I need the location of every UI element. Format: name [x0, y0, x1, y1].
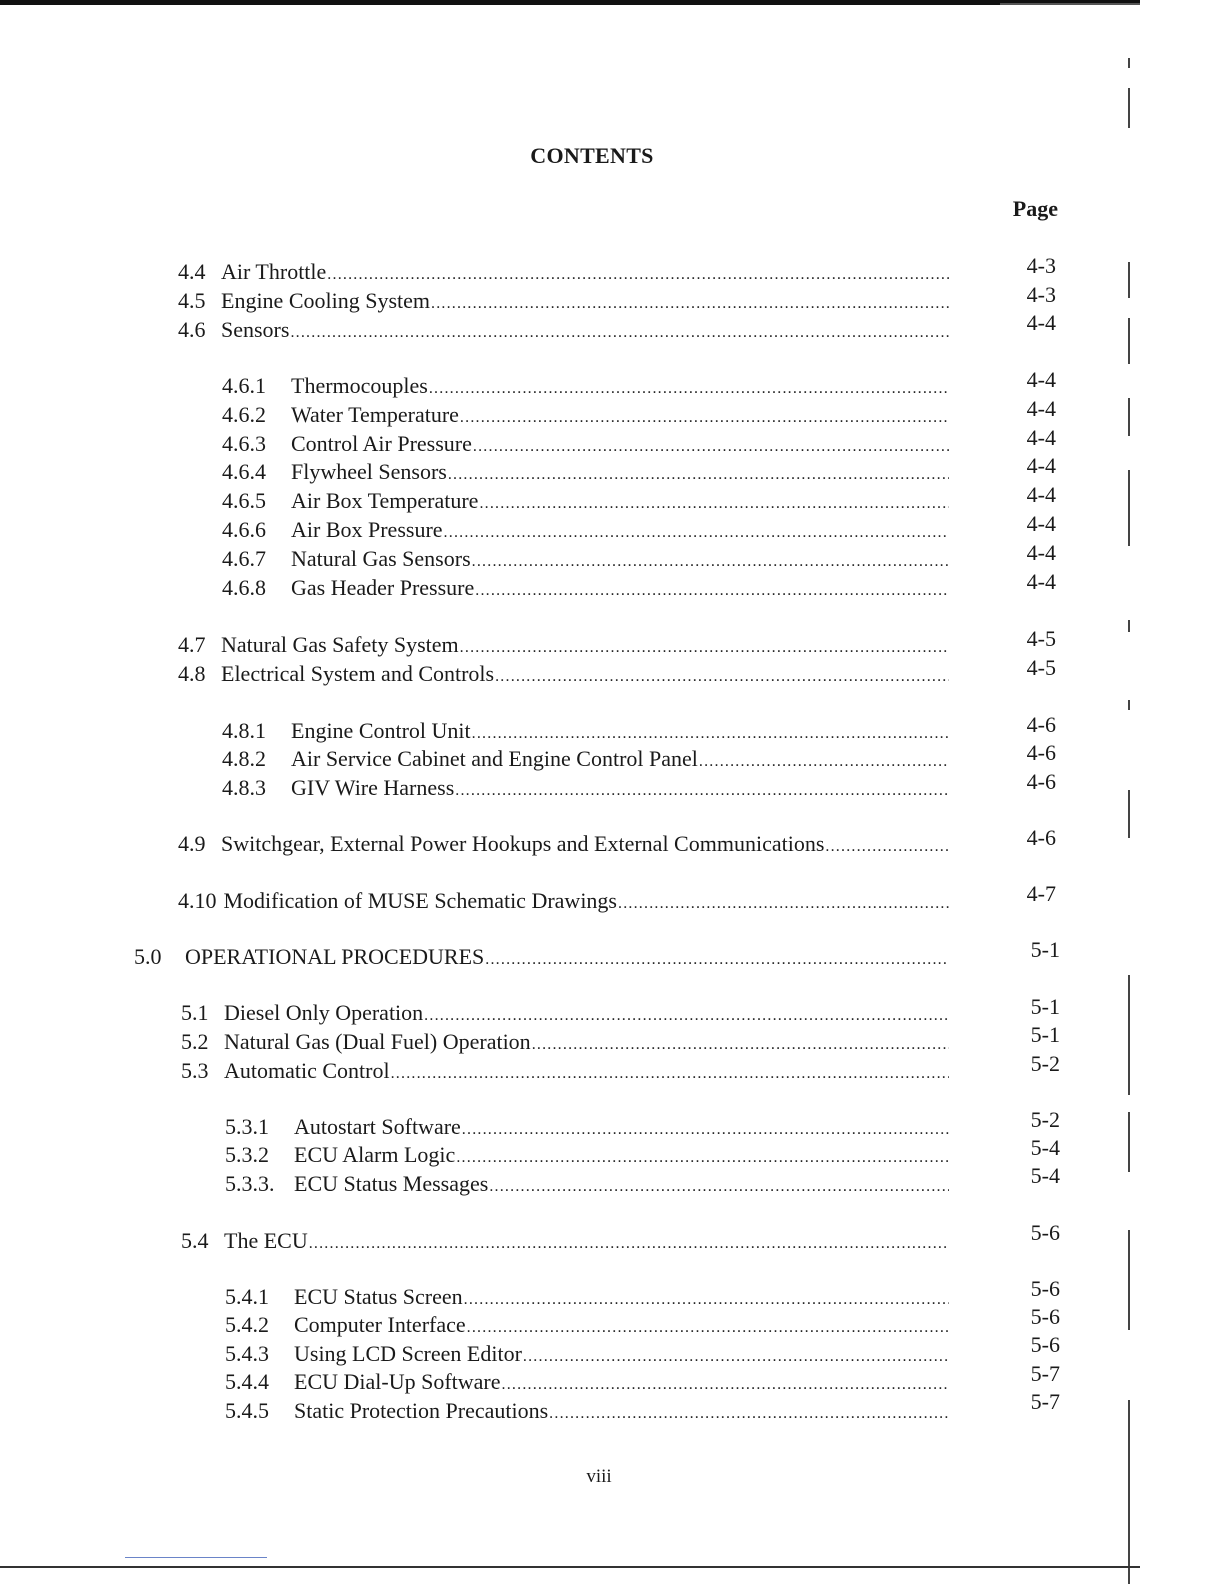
toc-entry	[222, 458, 949, 486]
toc-page-number: 4-4	[1026, 425, 1056, 450]
top-scan-border	[0, 0, 1140, 5]
toc-page-number: 4-6	[1026, 825, 1056, 850]
toc-page-number: 4-4	[1026, 482, 1056, 507]
toc-entry	[178, 287, 949, 315]
toc-entry	[181, 1028, 949, 1056]
toc-section-title: Engine Control Unit	[291, 718, 471, 743]
toc-entry	[178, 660, 949, 688]
toc-section-title: Air Box Pressure	[291, 517, 443, 542]
dot-leader	[462, 1116, 949, 1144]
toc-entry	[225, 1368, 949, 1396]
toc-page-number: 4-4	[1026, 511, 1056, 536]
toc-entry	[225, 1113, 949, 1141]
dot-leader	[475, 577, 949, 605]
toc-page-number: 4-4	[1026, 396, 1056, 421]
toc-entry	[222, 545, 949, 573]
toc-section-title: GIV Wire Harness	[291, 775, 455, 800]
dot-leader	[473, 433, 949, 461]
toc-section-title: Air Service Cabinet and Engine Control Panel	[291, 746, 698, 771]
toc-section-title: The ECU	[224, 1228, 308, 1253]
toc-entry	[225, 1141, 949, 1169]
dot-leader	[460, 634, 949, 662]
top-scan-border-fade	[1000, 3, 1140, 5]
toc-section-title: Automatic Control	[224, 1058, 390, 1083]
toc-section-number: 4.7	[178, 632, 206, 657]
dot-leader	[448, 461, 949, 489]
dot-leader	[699, 748, 949, 776]
toc-section-number: 5.4.4	[225, 1369, 269, 1394]
toc-page-number: 5-7	[1030, 1361, 1060, 1386]
dot-leader	[309, 1230, 949, 1258]
toc-section-number: 4.8.1	[222, 718, 266, 743]
toc-page-number: 5-4	[1030, 1163, 1060, 1188]
toc-section-title: Natural Gas Safety System	[221, 632, 459, 657]
toc-section-title: Static Protection Precautions	[294, 1398, 549, 1423]
toc-section-title: OPERATIONAL PROCEDURES	[185, 944, 485, 969]
toc-entry	[225, 1340, 949, 1368]
toc-section-title: Engine Cooling System	[221, 288, 430, 313]
toc-section-number: 4.4	[178, 259, 206, 284]
toc-section-number: 4.8	[178, 661, 206, 686]
toc-page-number: 4-4	[1026, 569, 1056, 594]
toc-section-number: 5.2	[181, 1029, 209, 1054]
toc-entry	[222, 430, 949, 458]
toc-section-number: 5.3.3.	[225, 1171, 275, 1196]
dot-leader	[460, 404, 949, 432]
toc-section-number: 4.9	[178, 831, 206, 856]
toc-section-title: ECU Alarm Logic	[294, 1142, 456, 1167]
dot-leader	[472, 548, 949, 576]
toc-section-number: 4.6.6	[222, 517, 266, 542]
bottom-scan-border	[0, 1566, 1140, 1568]
toc-section-number: 4.10	[178, 888, 217, 913]
dot-leader	[290, 319, 949, 347]
toc-page-number: 5-6	[1030, 1332, 1060, 1357]
dot-leader	[429, 375, 949, 403]
toc-section-number: 4.5	[178, 288, 206, 313]
toc-section-number: 5.4.1	[225, 1284, 269, 1309]
toc-section-number: 4.8.3	[222, 775, 266, 800]
page-column-label: Page	[1012, 196, 1058, 221]
toc-section-title: Air Box Temperature	[291, 488, 479, 513]
toc-entry	[178, 258, 949, 286]
bottom-scan-mark	[125, 1557, 267, 1558]
toc-section-number: 5.1	[181, 1000, 209, 1025]
toc-entry	[181, 999, 949, 1027]
toc-section-title: Computer Interface	[294, 1312, 466, 1337]
toc-section-title: Control Air Pressure	[291, 431, 472, 456]
toc-page-number: 4-6	[1026, 740, 1056, 765]
toc-page-number: 4-7	[1026, 881, 1056, 906]
toc-section-title: Autostart Software	[294, 1114, 461, 1139]
toc-page-number: 4-3	[1026, 282, 1056, 307]
toc-section-number: 5.0	[134, 944, 162, 969]
toc-page-number: 4-6	[1026, 769, 1056, 794]
toc-entry	[222, 401, 949, 429]
toc-section-title: Switchgear, External Power Hookups and External Communications	[221, 831, 825, 856]
page-title: CONTENTS	[530, 143, 654, 168]
dot-leader	[391, 1060, 949, 1088]
dot-leader	[467, 1314, 949, 1342]
dot-leader	[825, 833, 949, 861]
toc-section-number: 4.6.3	[222, 431, 266, 456]
toc-entry	[222, 774, 949, 802]
toc-section-title: Gas Header Pressure	[291, 575, 475, 600]
toc-section-title: Modification of MUSE Schematic Drawings	[223, 888, 617, 913]
dot-leader	[456, 1144, 949, 1172]
toc-section-number: 4.6.4	[222, 459, 266, 484]
toc-entry	[222, 745, 949, 773]
dot-leader	[464, 1286, 949, 1314]
dot-leader	[523, 1343, 949, 1371]
toc-page-number: 5-2	[1030, 1107, 1060, 1132]
toc-entry	[225, 1397, 949, 1425]
toc-page-number: 5-1	[1030, 937, 1060, 962]
toc-section-title: Using LCD Screen Editor	[294, 1341, 522, 1366]
toc-entry	[222, 574, 949, 602]
dot-leader	[489, 1173, 949, 1201]
dot-leader	[455, 777, 949, 805]
toc-section-title: ECU Dial-Up Software	[294, 1369, 501, 1394]
toc-page-number: 4-4	[1026, 453, 1056, 478]
toc-entry	[178, 887, 949, 915]
toc-entry	[181, 1227, 949, 1255]
toc-section-number: 5.4.2	[225, 1312, 269, 1337]
toc-entry	[222, 717, 949, 745]
toc-page-number: 4-3	[1026, 253, 1056, 278]
dot-leader	[495, 663, 949, 691]
page-number: viii	[586, 1466, 612, 1487]
toc-section-number: 5.4.3	[225, 1341, 269, 1366]
dot-leader	[327, 261, 949, 289]
toc-page-number: 4-5	[1026, 655, 1056, 680]
toc-section-number: 5.3	[181, 1058, 209, 1083]
toc-section-number: 4.6.5	[222, 488, 266, 513]
toc-section-number: 5.4	[181, 1228, 209, 1253]
toc-section-number: 5.4.5	[225, 1398, 269, 1423]
toc-section-number: 4.6.8	[222, 575, 266, 600]
toc-entry	[178, 316, 949, 344]
toc-section-title: Flywheel Sensors	[291, 459, 447, 484]
toc-section-number: 4.6.2	[222, 402, 266, 427]
dot-leader	[502, 1371, 949, 1399]
toc-page-number: 4-4	[1026, 310, 1056, 335]
toc-entry	[222, 372, 949, 400]
toc-section-number: 4.8.2	[222, 746, 266, 771]
right-scan-edge	[1128, 0, 1131, 1584]
toc-section-title: Natural Gas (Dual Fuel) Operation	[224, 1029, 531, 1054]
toc-section-title: ECU Status Screen	[294, 1284, 463, 1309]
toc-page-number: 5-1	[1030, 1022, 1060, 1047]
toc-page-number: 4-4	[1026, 367, 1056, 392]
toc-section-title: Thermocouples	[291, 373, 428, 398]
toc-page-number: 5-1	[1030, 994, 1060, 1019]
toc-entry	[225, 1311, 949, 1339]
toc-entry	[134, 943, 949, 971]
toc-section-title: Electrical System and Controls	[221, 661, 495, 686]
toc-page-number: 5-6	[1030, 1276, 1060, 1301]
toc-section-number: 5.3.2	[225, 1142, 269, 1167]
dot-leader	[618, 890, 949, 918]
toc-page-number: 5-6	[1030, 1304, 1060, 1329]
toc-entry	[225, 1283, 949, 1311]
toc-page-number: 5-7	[1030, 1389, 1060, 1414]
toc-section-title: Natural Gas Sensors	[291, 546, 471, 571]
toc-entry	[222, 516, 949, 544]
toc-entry	[222, 487, 949, 515]
toc-page-number: 5-4	[1030, 1135, 1060, 1160]
toc-section-number: 5.3.1	[225, 1114, 269, 1139]
toc-section-title: ECU Status Messages	[294, 1171, 489, 1196]
dot-leader	[532, 1031, 949, 1059]
toc-page-number: 5-2	[1030, 1051, 1060, 1076]
toc-page-number: 4-6	[1026, 712, 1056, 737]
toc-page-number: 5-6	[1030, 1220, 1060, 1245]
dot-leader	[472, 720, 949, 748]
dot-leader	[549, 1400, 949, 1428]
toc-section-title: Air Throttle	[221, 259, 327, 284]
toc-section-title: Diesel Only Operation	[224, 1000, 424, 1025]
toc-entry	[178, 830, 949, 858]
dot-leader	[431, 290, 949, 318]
toc-section-number: 4.6.7	[222, 546, 266, 571]
toc-entry	[225, 1170, 949, 1198]
toc-page-number: 4-5	[1026, 626, 1056, 651]
dot-leader	[424, 1002, 949, 1030]
dot-leader	[444, 519, 949, 547]
toc-page-number: 4-4	[1026, 540, 1056, 565]
toc-section-title: Water Temperature	[291, 402, 459, 427]
dot-leader	[479, 490, 949, 518]
toc-section-number: 4.6.1	[222, 373, 266, 398]
dot-leader	[485, 946, 949, 974]
toc-section-title: Sensors	[221, 317, 290, 342]
toc-entry	[181, 1057, 949, 1085]
toc-entry	[178, 631, 949, 659]
toc-section-number: 4.6	[178, 317, 206, 342]
